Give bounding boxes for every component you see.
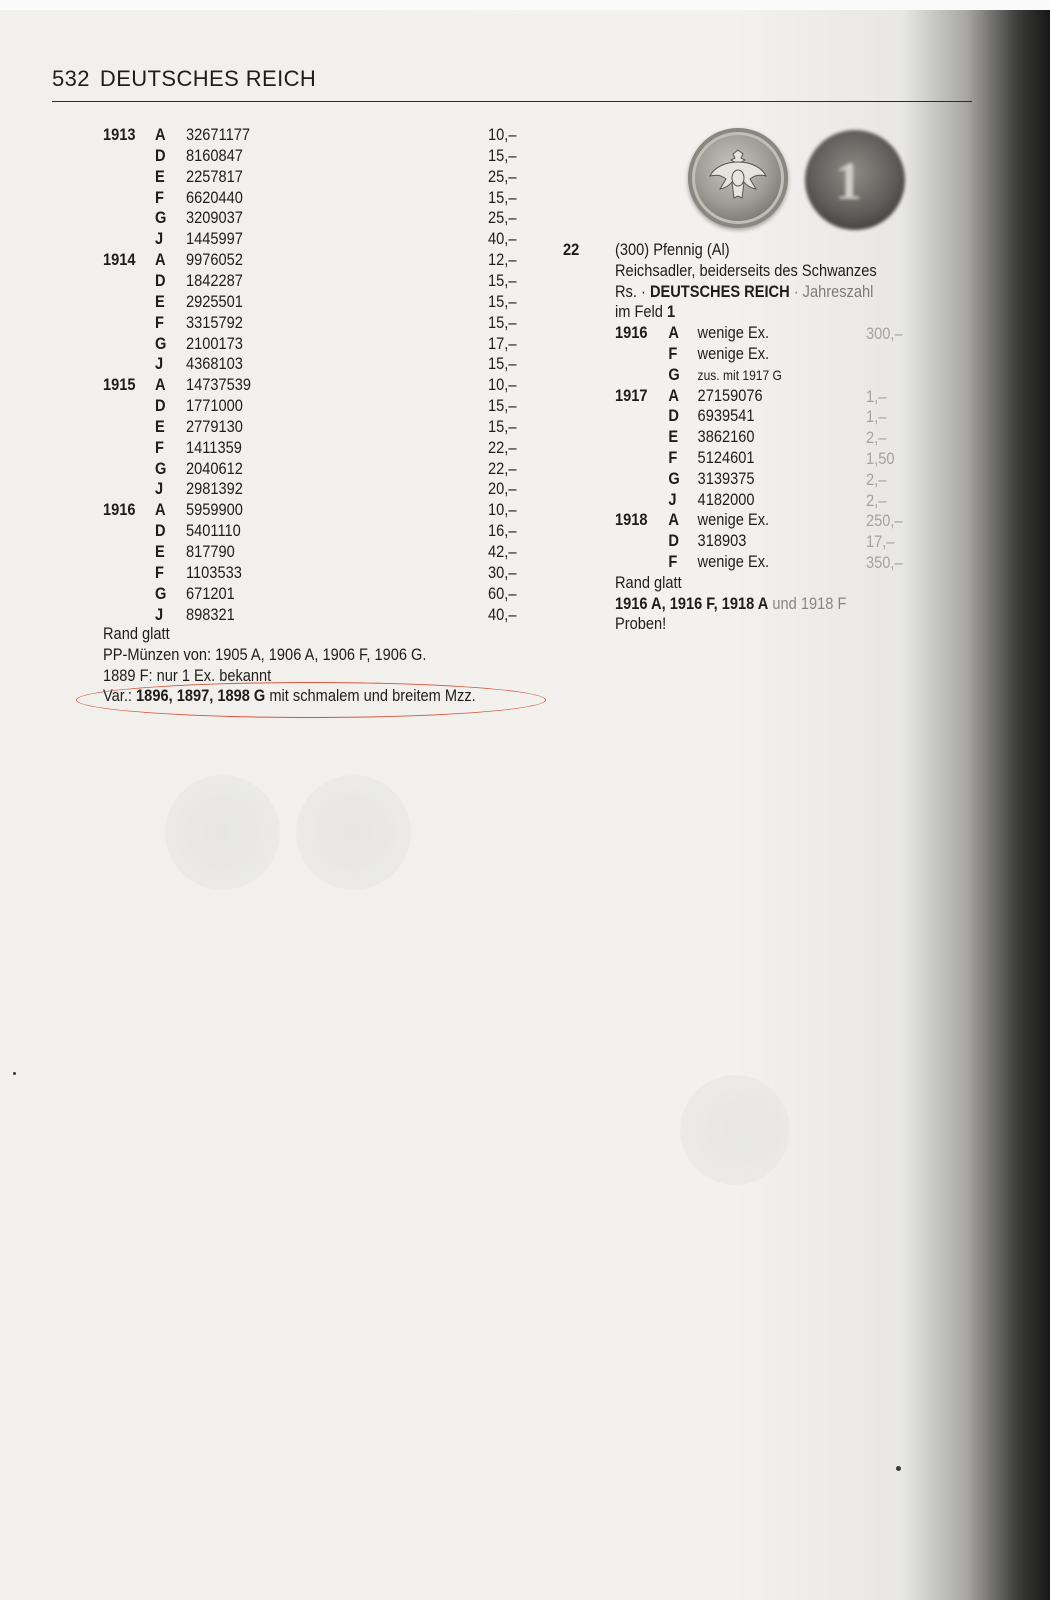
value-cell-3: 15,– [488, 354, 517, 373]
mint-cell: J [155, 605, 164, 624]
mintage-cell: 318903 [697, 531, 747, 551]
mint-cell: E [155, 542, 165, 561]
mintage-cell: 2779130 [186, 417, 243, 436]
mint-cell: G [155, 334, 167, 353]
value-cell-3: 12,– [488, 250, 517, 269]
mintage-cell: 5401110 [186, 521, 241, 540]
table-row [615, 448, 877, 469]
proof-note: PP-Münzen von: 1905 A, 1906 A, 1906 F, 1906 G. [103, 644, 427, 664]
mintage-cell: 1411359 [186, 438, 242, 457]
mintage-cell: 27159076 [697, 385, 763, 405]
proben-note: Proben! [615, 614, 667, 634]
value-cell-3: 15,– [488, 188, 517, 207]
mint-cell: F [668, 447, 678, 467]
entry-title: (300) Pfennig (Al) [615, 240, 730, 259]
table-row [615, 531, 877, 552]
field-prefix: im Feld [615, 302, 663, 322]
mintage-cell: 898321 [186, 605, 235, 624]
hand-drawn-highlight-ellipse [76, 682, 546, 718]
mintage-cell: 8160847 [186, 146, 243, 165]
table-row [615, 490, 877, 511]
mintage-cell: 817790 [186, 542, 235, 561]
year-cell: 1918 [615, 510, 648, 530]
table-row [615, 552, 877, 573]
mint-cell: A [155, 375, 166, 394]
table-row [615, 469, 877, 490]
reverse-description [615, 282, 877, 303]
table-row [615, 365, 877, 386]
table-row [615, 386, 877, 407]
right-proof-note [615, 594, 877, 615]
mintage-cell: zus. mit 1917 G [697, 366, 782, 383]
page-number: 532 [52, 66, 90, 91]
mintage-cell: 3209037 [186, 208, 243, 227]
mint-cell: J [155, 354, 164, 373]
mintage-cell: 6939541 [697, 406, 755, 426]
mintage-cell: 9976052 [186, 250, 243, 269]
mint-cell: F [155, 313, 164, 332]
mint-cell: A [668, 323, 679, 343]
mint-cell: F [668, 343, 678, 363]
right-mintage-table [615, 323, 877, 573]
mintage-cell: 4182000 [697, 489, 755, 509]
mint-cell: E [668, 427, 679, 447]
mint-cell: J [155, 229, 164, 248]
field-value: 1 [667, 302, 676, 322]
denomination-numeral: 1 [835, 151, 862, 211]
mintage-cell: 6620440 [186, 188, 243, 207]
page-title: DEUTSCHES REICH [99, 66, 317, 91]
dust-mark [13, 1072, 16, 1075]
mintage-cell: 1771000 [186, 396, 243, 415]
value-cell: 250,– [866, 511, 903, 530]
value-cell: 1,50 [866, 449, 895, 468]
value-cell-3: 15,– [488, 396, 517, 415]
mint-cell: D [155, 396, 166, 415]
year-cell: 1915 [103, 375, 136, 394]
catalog-number: 22 [563, 240, 580, 259]
mint-cell: D [155, 146, 166, 165]
value-cell-3: 22,– [488, 438, 517, 457]
value-cell-3: 42,– [488, 542, 517, 561]
mintage-cell: 5959900 [186, 500, 243, 519]
header-rule [52, 101, 972, 102]
year-cell: 1914 [103, 250, 136, 269]
mintage-cell: wenige Ex. [697, 323, 770, 343]
mintage-cell: 2040612 [186, 459, 243, 478]
value-cell-3: 15,– [488, 292, 517, 311]
value-cell-3: 10,– [488, 125, 517, 144]
mintage-cell: wenige Ex. [697, 510, 770, 530]
mintage-cell: 3862160 [697, 427, 755, 447]
year-cell: 1917 [615, 385, 648, 405]
value-cell-3: 25,– [488, 167, 517, 186]
mint-cell: A [155, 250, 166, 269]
reverse-rest: · Jahreszahl [793, 281, 874, 301]
mint-cell: D [668, 531, 679, 551]
table-row [615, 427, 877, 448]
proof-rest: und 1918 F [772, 593, 847, 613]
right-edge-note: Rand glatt [615, 572, 682, 592]
mintage-cell: 14737539 [186, 375, 252, 394]
value-cell-3: 25,– [488, 208, 517, 227]
table-row [615, 323, 877, 344]
value-cell-3: 10,– [488, 500, 517, 519]
dust-mark [896, 1466, 901, 1471]
field-description [615, 302, 877, 323]
obverse-description: Reichsadler, beiderseits des Schwanzes [615, 260, 877, 280]
table-row [615, 344, 877, 365]
value-cell-3: 20,– [488, 479, 517, 498]
mint-cell: J [155, 479, 164, 498]
mint-cell: D [668, 406, 679, 426]
value-cell: 1,– [866, 407, 887, 426]
mint-cell: E [155, 292, 165, 311]
value-cell-3: 40,– [488, 229, 517, 248]
mint-cell: J [668, 489, 677, 509]
mint-cell: D [155, 521, 166, 540]
year-cell: 1916 [615, 323, 648, 343]
value-cell-3: 15,– [488, 146, 517, 165]
year-cell: 1916 [103, 500, 136, 519]
mint-cell: G [155, 584, 167, 603]
variant-years: 1896, 1897, 1898 G [136, 686, 266, 706]
eagle-icon [708, 144, 768, 210]
mintage-cell: 2257817 [186, 167, 243, 186]
value-cell: 300,– [866, 324, 903, 343]
coin-reverse-image [805, 130, 905, 230]
edge-note: Rand glatt [103, 624, 170, 643]
mintage-cell: 1842287 [186, 271, 243, 290]
mintage-cell: 2981392 [186, 479, 243, 498]
value-cell-3: 16,– [488, 521, 517, 540]
right-entry [615, 240, 877, 635]
mint-cell: A [668, 385, 679, 405]
mint-cell: E [155, 167, 165, 186]
variant-prefix: Var.: [103, 686, 132, 706]
value-cell: 17,– [866, 532, 895, 551]
mint-cell: D [155, 271, 166, 290]
table-row [615, 510, 877, 531]
mint-cell: F [668, 551, 678, 571]
value-cell-3: 40,– [488, 605, 517, 624]
mintage-cell: 3315792 [186, 313, 243, 332]
mintage-cell: wenige Ex. [697, 551, 770, 571]
value-cell: 2,– [866, 491, 887, 510]
mint-cell: A [155, 125, 166, 144]
bleed-through-coin [296, 775, 411, 890]
mint-cell: A [668, 510, 679, 530]
value-cell: 2,– [866, 470, 887, 489]
reverse-prefix: Rs. · [615, 281, 646, 301]
mintage-cell: 32671177 [186, 125, 250, 144]
value-cell-3: 15,– [488, 271, 517, 290]
reverse-legend: DEUTSCHES REICH [649, 281, 790, 301]
mint-cell: G [155, 459, 167, 478]
mintage-cell: 1445997 [186, 229, 243, 248]
value-cell-3: 30,– [488, 563, 517, 582]
bleed-through-coin [680, 1075, 790, 1185]
mint-cell: F [155, 188, 164, 207]
known-note: 1889 F: nur 1 Ex. bekannt [103, 665, 272, 685]
value-cell: 350,– [866, 553, 903, 572]
mint-cell: F [155, 563, 164, 582]
variant-text: mit schmalem und breitem Mzz. [269, 686, 476, 706]
running-head [52, 66, 316, 92]
coin-obverse-image [688, 128, 788, 228]
value-cell-3: 60,– [488, 584, 517, 603]
mint-cell: A [155, 500, 166, 519]
mintage-cell: 1103533 [186, 563, 242, 582]
value-cell-3: 15,– [488, 313, 517, 332]
value-cell-3: 17,– [488, 334, 517, 353]
mint-cell: G [155, 208, 167, 227]
proof-years: 1916 A, 1916 F, 1918 A [615, 593, 769, 613]
mintage-cell: 671201 [186, 584, 235, 603]
value-cell: 1,– [866, 387, 887, 406]
value-cell-3: 10,– [488, 375, 517, 394]
mint-cell: G [668, 364, 680, 384]
scan-edge [0, 0, 1050, 10]
mintage-cell: wenige Ex. [697, 343, 770, 363]
mintage-cell: 2100173 [186, 334, 243, 353]
value-cell-3: 15,– [488, 417, 517, 436]
value-cell-3: 22,– [488, 459, 517, 478]
mintage-cell: 4368103 [186, 354, 243, 373]
mint-cell: E [155, 417, 165, 436]
mint-cell: F [155, 438, 164, 457]
mint-cell: G [668, 468, 680, 488]
mintage-cell: 3139375 [697, 468, 755, 488]
mintage-cell: 5124601 [697, 447, 755, 467]
table-row [615, 406, 877, 427]
mintage-cell: 2925501 [186, 292, 243, 311]
value-cell: 2,– [866, 428, 887, 447]
year-cell: 1913 [103, 125, 136, 144]
bleed-through-coin [165, 775, 280, 890]
